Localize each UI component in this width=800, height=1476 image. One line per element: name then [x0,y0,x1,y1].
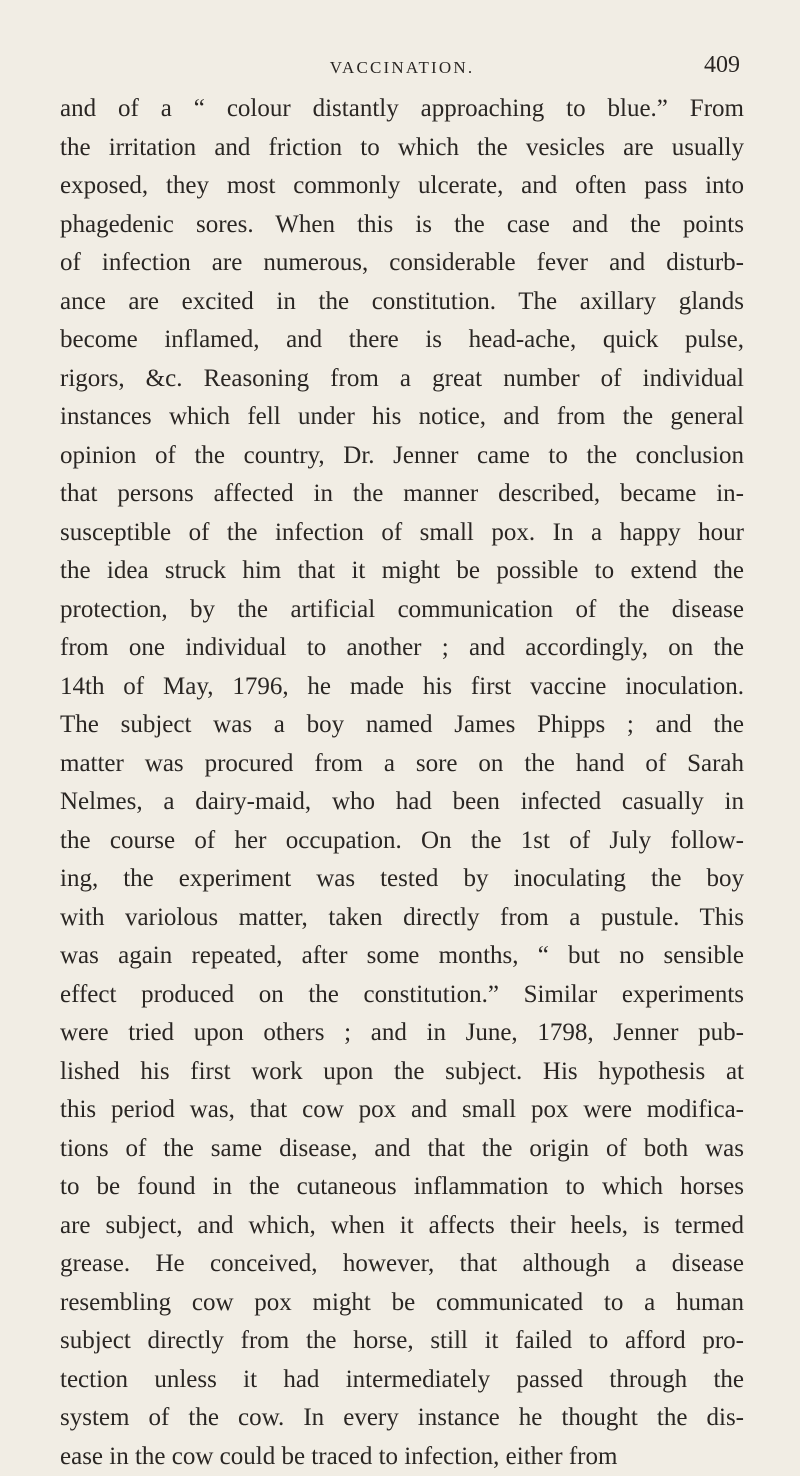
text-line: grease. He conceived, however, that although a disease [60,1245,744,1284]
text-line: effect produced on the constitution.” Similar experiments [60,976,744,1015]
text-line: that persons affected in the manner described, became in- [60,475,744,514]
text-line: to be found in the cutaneous inflammation to which horses [60,1168,744,1207]
text-line: become inflamed, and there is head-ache, quick pulse, [60,321,744,360]
text-line: phagedenic sores. When this is the case and the points [60,206,744,245]
text-line: ance are excited in the constitution. The axillary glands [60,283,744,322]
text-line: of infection are numerous, considerable fever and disturb- [60,244,744,283]
body-text [60,90,744,1476]
text-line: instances which fell under his notice, and from the general [60,398,744,437]
text-line: 14th of May, 1796, he made his first vaccine inoculation. [60,668,744,707]
running-head: VACCINATION. [60,58,744,78]
text-line: tions of the same disease, and that the origin of both was [60,1130,744,1169]
text-line: opinion of the country, Dr. Jenner came to the conclusion [60,437,744,476]
text-line: matter was procured from a sore on the hand of Sarah [60,745,744,784]
text-line: from one individual to another ; and accordingly, on the [60,629,744,668]
text-line: the idea struck him that it might be possible to extend the [60,552,744,591]
text-line: this period was, that cow pox and small pox were modifica- [60,1091,744,1130]
text-line: ing, the experiment was tested by inoculating the boy [60,860,744,899]
text-line: the course of her occupation. On the 1st of July follow- [60,822,744,861]
text-line: resembling cow pox might be communicated to a human [60,1284,744,1323]
text-line: are subject, and which, when it affects their heels, is termed [60,1207,744,1246]
page-number: 409 [704,52,740,79]
page-header [60,50,744,86]
text-line: were tried upon others ; and in June, 1798, Jenner pub- [60,1014,744,1053]
text-line: ease in the cow could be traced to infection, either from [60,1438,744,1476]
text-line: protection, by the artificial communication of the disease [60,591,744,630]
text-line: The subject was a boy named James Phipps ; and the [60,706,744,745]
text-line: was again repeated, after some months, “ but no sensible [60,937,744,976]
text-line: the irritation and friction to which the vesicles are usually [60,129,744,168]
text-line: and of a “ colour distantly approaching to blue.” From [60,90,744,129]
text-line: susceptible of the infection of small pox. In a happy hour [60,514,744,553]
text-line: Nelmes, a dairy-maid, who had been infected casually in [60,783,744,822]
text-line: system of the cow. In every instance he thought the dis- [60,1399,744,1438]
text-line: rigors, &c. Reasoning from a great number of individual [60,360,744,399]
text-line: subject directly from the horse, still it failed to afford pro- [60,1322,744,1361]
text-line: lished his first work upon the subject. His hypothesis at [60,1053,744,1092]
text-line: with variolous matter, taken directly from a pustule. This [60,899,744,938]
text-line: tection unless it had intermediately passed through the [60,1361,744,1400]
text-line: exposed, they most commonly ulcerate, and often pass into [60,167,744,206]
